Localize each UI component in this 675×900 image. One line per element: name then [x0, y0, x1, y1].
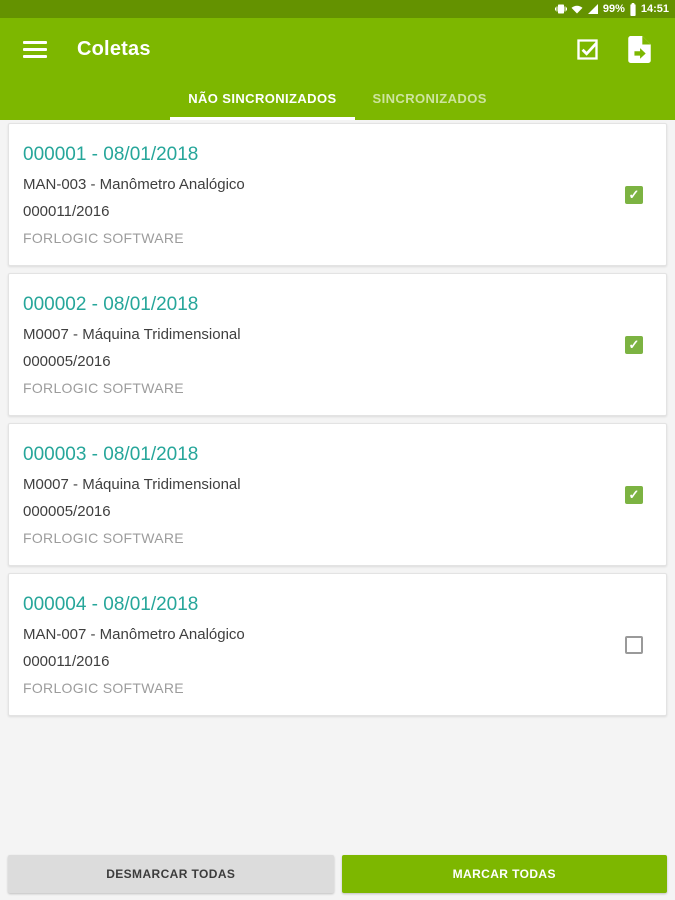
instrument-name: MAN-003 - Manômetro Analógico — [23, 175, 245, 193]
company-name: FORLOGIC SOFTWARE — [23, 679, 184, 696]
select-all-button[interactable]: MARCAR TODAS — [342, 855, 668, 893]
list-item[interactable] — [8, 573, 667, 716]
battery-percent-text: 99% — [602, 3, 625, 15]
vibrate-icon — [555, 3, 567, 15]
instrument-name: M0007 - Máquina Tridimensional — [23, 325, 241, 343]
list-item[interactable] — [8, 423, 667, 566]
export-file-icon[interactable] — [627, 36, 652, 63]
collection-id-date: 000004 - 08/01/2018 — [23, 593, 199, 615]
instrument-name: MAN-007 - Manômetro Analógico — [23, 625, 245, 643]
footer-actions — [0, 855, 675, 900]
instrument-name: M0007 - Máquina Tridimensional — [23, 475, 241, 493]
cell-signal-icon — [587, 3, 599, 15]
company-name: FORLOGIC SOFTWARE — [23, 529, 184, 546]
app-bar — [0, 18, 675, 80]
collection-id-date: 000001 - 08/01/2018 — [23, 143, 199, 165]
tab-sincronizados[interactable]: SINCRONIZADOS — [372, 91, 487, 106]
item-checkbox[interactable]: ✓ — [625, 336, 643, 354]
list-item[interactable] — [8, 123, 667, 266]
tab-nao-sincronizados[interactable]: NÃO SINCRONIZADOS — [170, 80, 354, 120]
collection-list — [0, 120, 675, 855]
collection-code: 000005/2016 — [23, 352, 111, 370]
collection-id-date: 000002 - 08/01/2018 — [23, 293, 199, 315]
collection-code: 000011/2016 — [23, 652, 110, 670]
deselect-all-button[interactable]: DESMARCAR TODAS — [8, 855, 334, 893]
battery-icon — [629, 3, 637, 16]
item-checkbox[interactable]: ✓ — [625, 486, 643, 504]
tab-bar — [0, 80, 675, 120]
item-checkbox[interactable]: ✓ — [625, 186, 643, 204]
clock-text: 14:51 — [640, 3, 669, 15]
status-bar — [0, 0, 675, 18]
collection-code: 000005/2016 — [23, 502, 111, 520]
page-title: Coletas — [77, 37, 151, 60]
item-checkbox[interactable] — [625, 636, 643, 654]
wifi-icon — [571, 3, 583, 15]
list-item[interactable] — [8, 273, 667, 416]
collection-id-date: 000003 - 08/01/2018 — [23, 443, 199, 465]
menu-icon[interactable] — [23, 41, 47, 58]
company-name: FORLOGIC SOFTWARE — [23, 229, 184, 246]
company-name: FORLOGIC SOFTWARE — [23, 379, 184, 396]
select-all-icon[interactable] — [574, 36, 601, 63]
collection-code: 000011/2016 — [23, 202, 110, 220]
